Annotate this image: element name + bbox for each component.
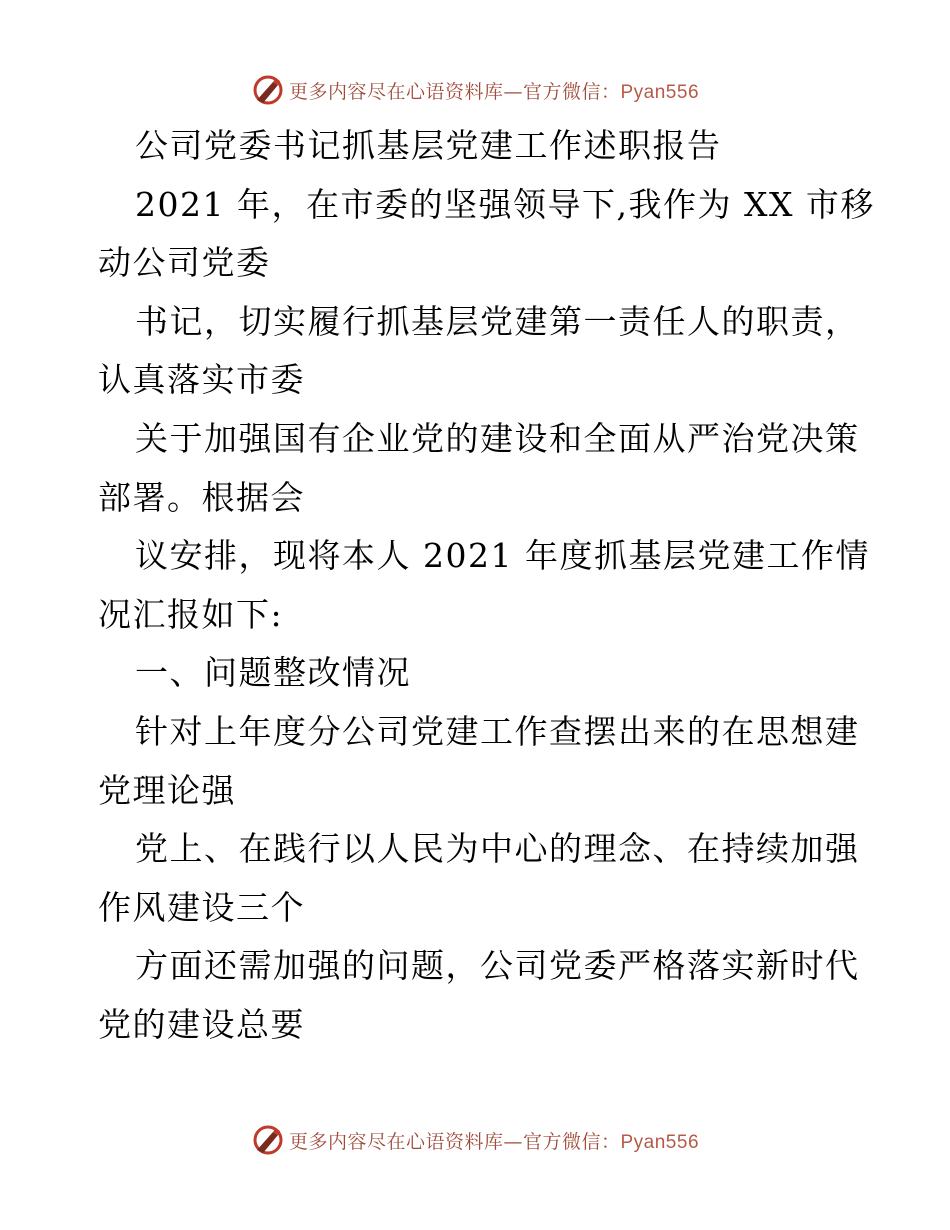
footer-watermark xyxy=(0,1120,950,1160)
wechat-id: Pyan556 xyxy=(620,81,700,103)
text-line: 况汇报如下: xyxy=(98,594,284,634)
text-line: 动公司党委 xyxy=(98,243,271,283)
watermark-text: 更多内容尽在心语资料库—官方微信：Pyan556 xyxy=(288,1130,700,1153)
text-line: 关于加强国有企业党的建设和全面从严治党决策 xyxy=(135,418,860,458)
document-body xyxy=(98,117,875,1055)
text-line: 作风建设三个 xyxy=(98,887,305,927)
text-line: 2021 年，在市委的坚强领导下,我作为 XX 市移 xyxy=(135,184,875,224)
header-watermark xyxy=(0,70,950,110)
pen-logo-icon xyxy=(251,73,285,107)
text-line: 针对上年度分公司党建工作查摆出来的在思想建 xyxy=(135,711,860,751)
text-line: 党上、在践行以人民为中心的理念、在持续加强 xyxy=(135,829,860,869)
watermark-text: 更多内容尽在心语资料库—官方微信：Pyan556 xyxy=(288,80,700,103)
pen-logo-icon xyxy=(251,1123,285,1157)
text-line: 方面还需加强的问题，公司党委严格落实新时代 xyxy=(135,946,860,986)
text-line: 书记，切实履行抓基层党建第一责任人的职责， xyxy=(135,301,860,341)
text-line: 一、问题整改情况 xyxy=(135,653,411,693)
text-line: 党的建设总要 xyxy=(98,1004,305,1044)
wechat-id: Pyan556 xyxy=(620,1131,700,1153)
text-line: 认真落实市委 xyxy=(98,360,305,400)
text-line: 议安排，现将本人 2021 年度抓基层党建工作情 xyxy=(135,536,870,576)
document-title: 公司党委书记抓基层党建工作述职报告 xyxy=(135,126,722,165)
text-line: 部署。根据会 xyxy=(98,477,305,517)
text-line: 党理论强 xyxy=(98,770,236,810)
